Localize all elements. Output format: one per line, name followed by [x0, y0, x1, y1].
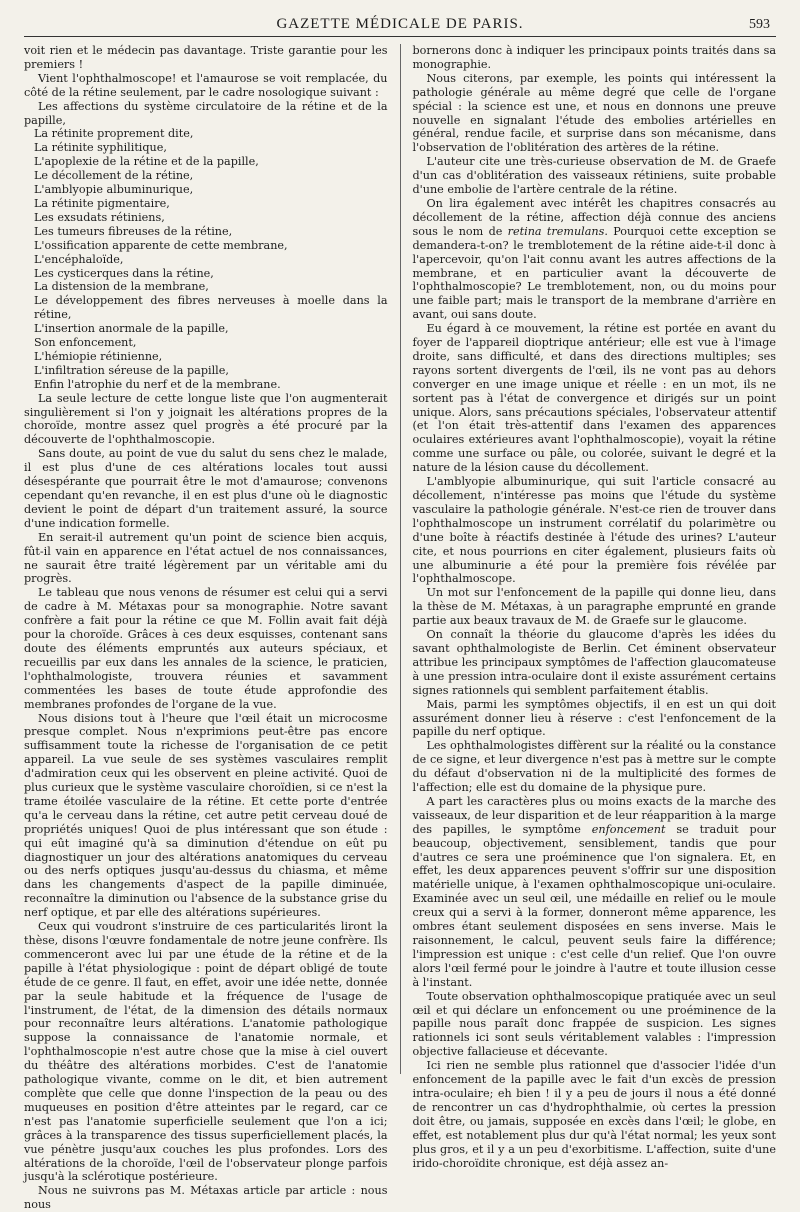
list-item: Son enfoncement,	[34, 336, 137, 350]
paragraph: Les ophthalmologistes diffèrent sur la réalité ou la constance de ce signe, et leur divergence n'est pas à mettre sur le compte du défaut d'observation ni de la multiplicité des formes de l'affection; elle est du domaine de la physique pure.	[412, 739, 776, 795]
text-run: se traduit pour beaucoup, objectivement, sensiblement, tandis que pour d'autres ce sera une proéminence que l'on signalera. Et, en effet, les deux apparences peuvent s'offrir sur une disposition matérielle unique, à l'examen ophthalmoscopique uni-oculaire. Examinée avec un seul œil, une médaille en relief ou le moule creux qui a servi à la former, donneront même apparence, les ombres étant seulement disposées en sens inverse. Mais le raisonnement, le calcul, peuvent seuls faire la différence; l'impression est unique : c'est celle d'un relief. Que l'on ouvre alors l'œil fermé pour le joindre à l'autre et toute illusion cesse à l'instant.	[412, 822, 776, 989]
left-column	[24, 44, 388, 1212]
paragraph: Nous citerons, par exemple, les points qui intéressent la pathologie générale au même degré que celle de l'organe spécial : la science est une, et nous en donnons une preuve nouvelle en signalant l'étude des embolies artérielles en général, rendue facile, et surprise dans son mécanisme, dans l'observation de l'oblitération des artères de la rétine.	[412, 71, 776, 155]
paragraph: L'amblyopie albuminurique, qui suit l'article consacré au décollement, n'intéresse pas moins que l'étude du système vasculaire la pathologie générale. N'est-ce rien de trouver dans l'ophthalmoscope un instrument corrélatif du polarimètre ou d'une boîte à réactifs destinée à l'étude des urines? L'auteur cite, et nous pourrions en citer également, plusieurs faits où une albuminurie a été pour la première fois révélée par l'ophthalmoscope.	[412, 475, 776, 586]
paragraph	[413, 795, 777, 990]
list-item: L'insertion anormale de la papille,	[34, 322, 229, 336]
list-item: La rétinite proprement dite,	[34, 127, 194, 141]
list-item: Les tumeurs fibreuses de la rétine,	[34, 224, 233, 238]
right-column	[412, 44, 777, 1170]
paragraph: Eu égard à ce mouvement, la rétine est portée en avant du foyer de l'appareil dioptrique antérieur; elle est vue à l'image droite, sans difficulté, et dans des directions multiples; ses rayons sortent divergents de l'œil, ils ne vont pas au dehors converger en une image unique et réelle : en un mot, ils ne sortent pas à l'état de convergence et dirigés sur un point unique. Alors, sans précautions spéciales, l'observateur attentif (et l'on était très-attentif dans l'examen des apparences oculaires extérieures avant l'ophthalmoscopie), voyait la rétine comme une surface ou pâle, ou colorée, suivant le degré et la nature de la lésion cause du décollement.	[412, 322, 776, 475]
list-item: L'ossification apparente de cette membrane,	[34, 238, 288, 252]
list-item: La distension de la membrane,	[34, 280, 209, 294]
paragraph: Sans doute, au point de vue du salut du sens chez le malade, il est plus d'une de ces altérations locales tout aussi désespérante que pourrait être le mot d'amaurose; convenons cependant qu'en revanche, il en est plus d'une où le diagnostic devient le point de départ d'un traitement assuré, la source d'une indication formelle.	[24, 447, 388, 530]
paragraph: L'auteur cite une très-curieuse observation de M. de Graefe d'un cas d'oblitération des vaisseaux rétiniens, suite probable d'une embolie de l'artère centrale de la rétine.	[412, 155, 776, 197]
list-item: Les exsudats rétiniens,	[34, 210, 165, 224]
list-item: La rétinite pigmentaire,	[34, 196, 170, 210]
list-item: L'hémiopie rétinienne,	[34, 349, 163, 363]
list-item: Les cysticerques dans la rétine,	[34, 266, 214, 280]
paragraph	[413, 197, 777, 322]
italic-term: enfoncement	[591, 822, 666, 836]
paragraph: Ceux qui voudront s'instruire de ces particularités liront la thèse, disons l'œuvre fondamentale de notre jeune confrère. Ils commenceront avec lui par une étude de la rétine et de la papille à l'état physiologique : point de départ obligé de toute étude de ce genre. Il faut, en effet, avoir une idée nette, donnée par la seule habitude et la fréquence de l'usage de l'instrument, de l'état, de la dimension des détails normaux pour reconnaître leurs altérations. L'anatomie pathologique suppose la connaissance de l'anatomie normale, et l'ophthalmoscopie n'est autre chose que la mise à ciel ouvert du théâtre des altérations morbides. C'est de l'anatomie pathologique vivante, comme on le dit, et bien autrement complète que celle que donne l'inspection de la peau ou des muqueuses en position d'être atteintes par le regard, car ce n'est pas l'anatomie superficielle seulement que l'on a ici; grâces à la transparence des tissus superficiellement placés, la vue pénètre jusqu'aux couches les plus profondes. Lors des altérations de la choroïde, l'œil de l'observateur plonge parfois jusqu'à la sclérotique postérieure.	[24, 920, 388, 1184]
paragraph: On connaît la théorie du glaucome d'après les idées du savant ophthalmologiste de Berlin. Cet éminent observateur attribue les principaux symptômes de l'affection glaucomateuse à une pression intra-oculaire dont il existe assurément certains signes rationnels qui semblent parfaitement établis.	[412, 628, 776, 697]
paragraph: Les affections du système circulatoire de la rétine et de la papille,	[24, 99, 388, 127]
paragraph: Nous ne suivrons pas M. Métaxas article par article : nous nous	[24, 1184, 388, 1212]
text-run: A part les caractères plus ou moins exacts de la marche des vaisseaux, de leur disparition et de leur réapparition à la marge des papilles, le symptôme	[412, 794, 776, 836]
paragraph: Toute observation ophthalmoscopique pratiquée avec un seul œil et qui déclare un enfoncement ou une proéminence de la papille nous paraît donc frappée de suspicion. Les signes rationnels ici sont seuls véritablement valables : l'impression objective fallacieuse et décevante.	[412, 989, 776, 1059]
list-item: L'encéphaloïde,	[34, 252, 124, 266]
paragraph: Le tableau que nous venons de résumer est celui qui a servi de cadre à M. Métaxas pour sa monographie. Notre savant confrère a fait pour la rétine ce que M. Follin avait fait déjà pour la choroïde. Grâces à ces deux esquisses, contenant sans doute des éléments empruntés aux auteurs spéciaux, et recueillis par eux dans les annales de la science, le praticien, l'ophthalmologiste, trouvera réunies et savamment commentées les bases de toute étude approfondie des membranes profondes de l'organe de la vue.	[24, 586, 388, 711]
page-number: 593	[749, 17, 770, 32]
paragraph: bornerons donc à indiquer les principaux points traités dans sa monographie.	[412, 44, 776, 71]
list-item: L'amblyopie albuminurique,	[34, 183, 194, 197]
paragraph: voit rien et le médecin pas davantage. Triste garantie pour les premiers !	[24, 44, 388, 71]
list-item: Le décollement de la rétine,	[34, 169, 194, 183]
page-header	[24, 10, 776, 37]
paragraph: Mais, parmi les symptômes objectifs, il en est un qui doit assurément donner lieu à réserve : c'est l'enfoncement de la papille du nerf optique.	[412, 697, 776, 739]
list-item: Enfin l'atrophie du nerf et de la membrane.	[34, 377, 281, 391]
paragraph: En serait-il autrement qu'un point de science bien acquis, fût-il vain en apparence en l'état actuel de nos connaissances, ne saurait être traité légèrement par un véritable ami du progrès.	[24, 530, 388, 586]
list-item: L'infiltration séreuse de la papille,	[34, 363, 229, 377]
text-columns	[24, 44, 777, 1212]
affection-list	[24, 127, 388, 391]
text-run: . Pourquoi cette exception se demandera-t-on? le tremblotement de la rétine aide-t-il donc à l'apercevoir, qu'on l'ait connu avant les autres affections de la membrane, et en particulier avant la découverte de l'ophthalmoscopie? Le tremblotement, non, ou du moins pour une faible part; mais le transport de la membrane d'arrière en avant, oui sans doute.	[412, 224, 777, 322]
list-item: L'apoplexie de la rétine et de la papille,	[34, 155, 259, 169]
paragraph: La seule lecture de cette longue liste que l'on augmenterait singulièrement si l'on y joignait les altérations propres de la choroïde, montre assez quel progrès a été procuré par la découverte de l'ophthalmoscopie.	[24, 391, 388, 447]
column-divider	[400, 44, 401, 1074]
journal-title: GAZETTE MÉDICALE DE PARIS.	[276, 16, 524, 32]
italic-term: retina tremulans	[507, 224, 605, 238]
list-item: Le développement des fibres nerveuses à moelle dans la rétine,	[34, 294, 388, 322]
paragraph: Nous disions tout à l'heure que l'œil était un microcosme presque complet. Nous n'exprimions peut-être pas encore suffisamment toute la richesse de l'organisation de ce petit appareil. La vue seule de ses systèmes vasculaires remplit d'admiration ceux qui les observent en pleine activité. Quoi de plus curieux que le système vasculaire choroïdien, si ce n'est la trame étoilée vasculaire de la rétine. Et cette porte d'entrée qu'a le cerveau dans la rétine, cet autre petit cerveau doué de propriétés uniques! Quoi de plus intéressant que son étude : qui eût imaginé qu'à sa diminution d'étendue on eût pu diagnostiquer un jour des altérations anatomiques du cerveau ou des nerfs optiques jusqu'au-dessus du chiasma, et même dans les changements d'aspect de la papille diminuée, reconnaître la diminution ou l'absence de la substance grise du nerf optique, et par elle des altérations supérieures.	[24, 711, 388, 920]
paragraph: Ici rien ne semble plus rationnel que d'associer l'idée d'un enfoncement de la papille avec le fait d'un excès de pression intra-oculaire; eh bien ! il y a peu de jours il nous a été donné de rencontrer un cas d'hydrophthalmie, où certes la pression doit être, ou jamais, supposée en excès dans l'œil; le globe, en effet, est notablement plus dur qu'à l'état normal; les yeux sont plus gros, et il y a un peu d'exorbitisme. L'affection, suite d'une irido-choroïdite chronique, est déjà assez an-	[412, 1059, 776, 1170]
text-run: On lira également avec intérêt les chapitres consacrés au décollement de la rétine, affection déjà connue des anciens sous le nom de	[412, 196, 776, 238]
paragraph: Un mot sur l'enfoncement de la papille qui donne lieu, dans la thèse de M. Métaxas, à un paragraphe emprunté en grande partie aux beaux travaux de M. de Graefe sur le glaucome.	[412, 586, 776, 628]
paragraph: Vient l'ophthalmoscope! et l'amaurose se voit remplacée, du côté de la rétine seulement, par le cadre nosologique suivant :	[24, 71, 388, 99]
list-item: La rétinite syphilitique,	[34, 141, 167, 155]
